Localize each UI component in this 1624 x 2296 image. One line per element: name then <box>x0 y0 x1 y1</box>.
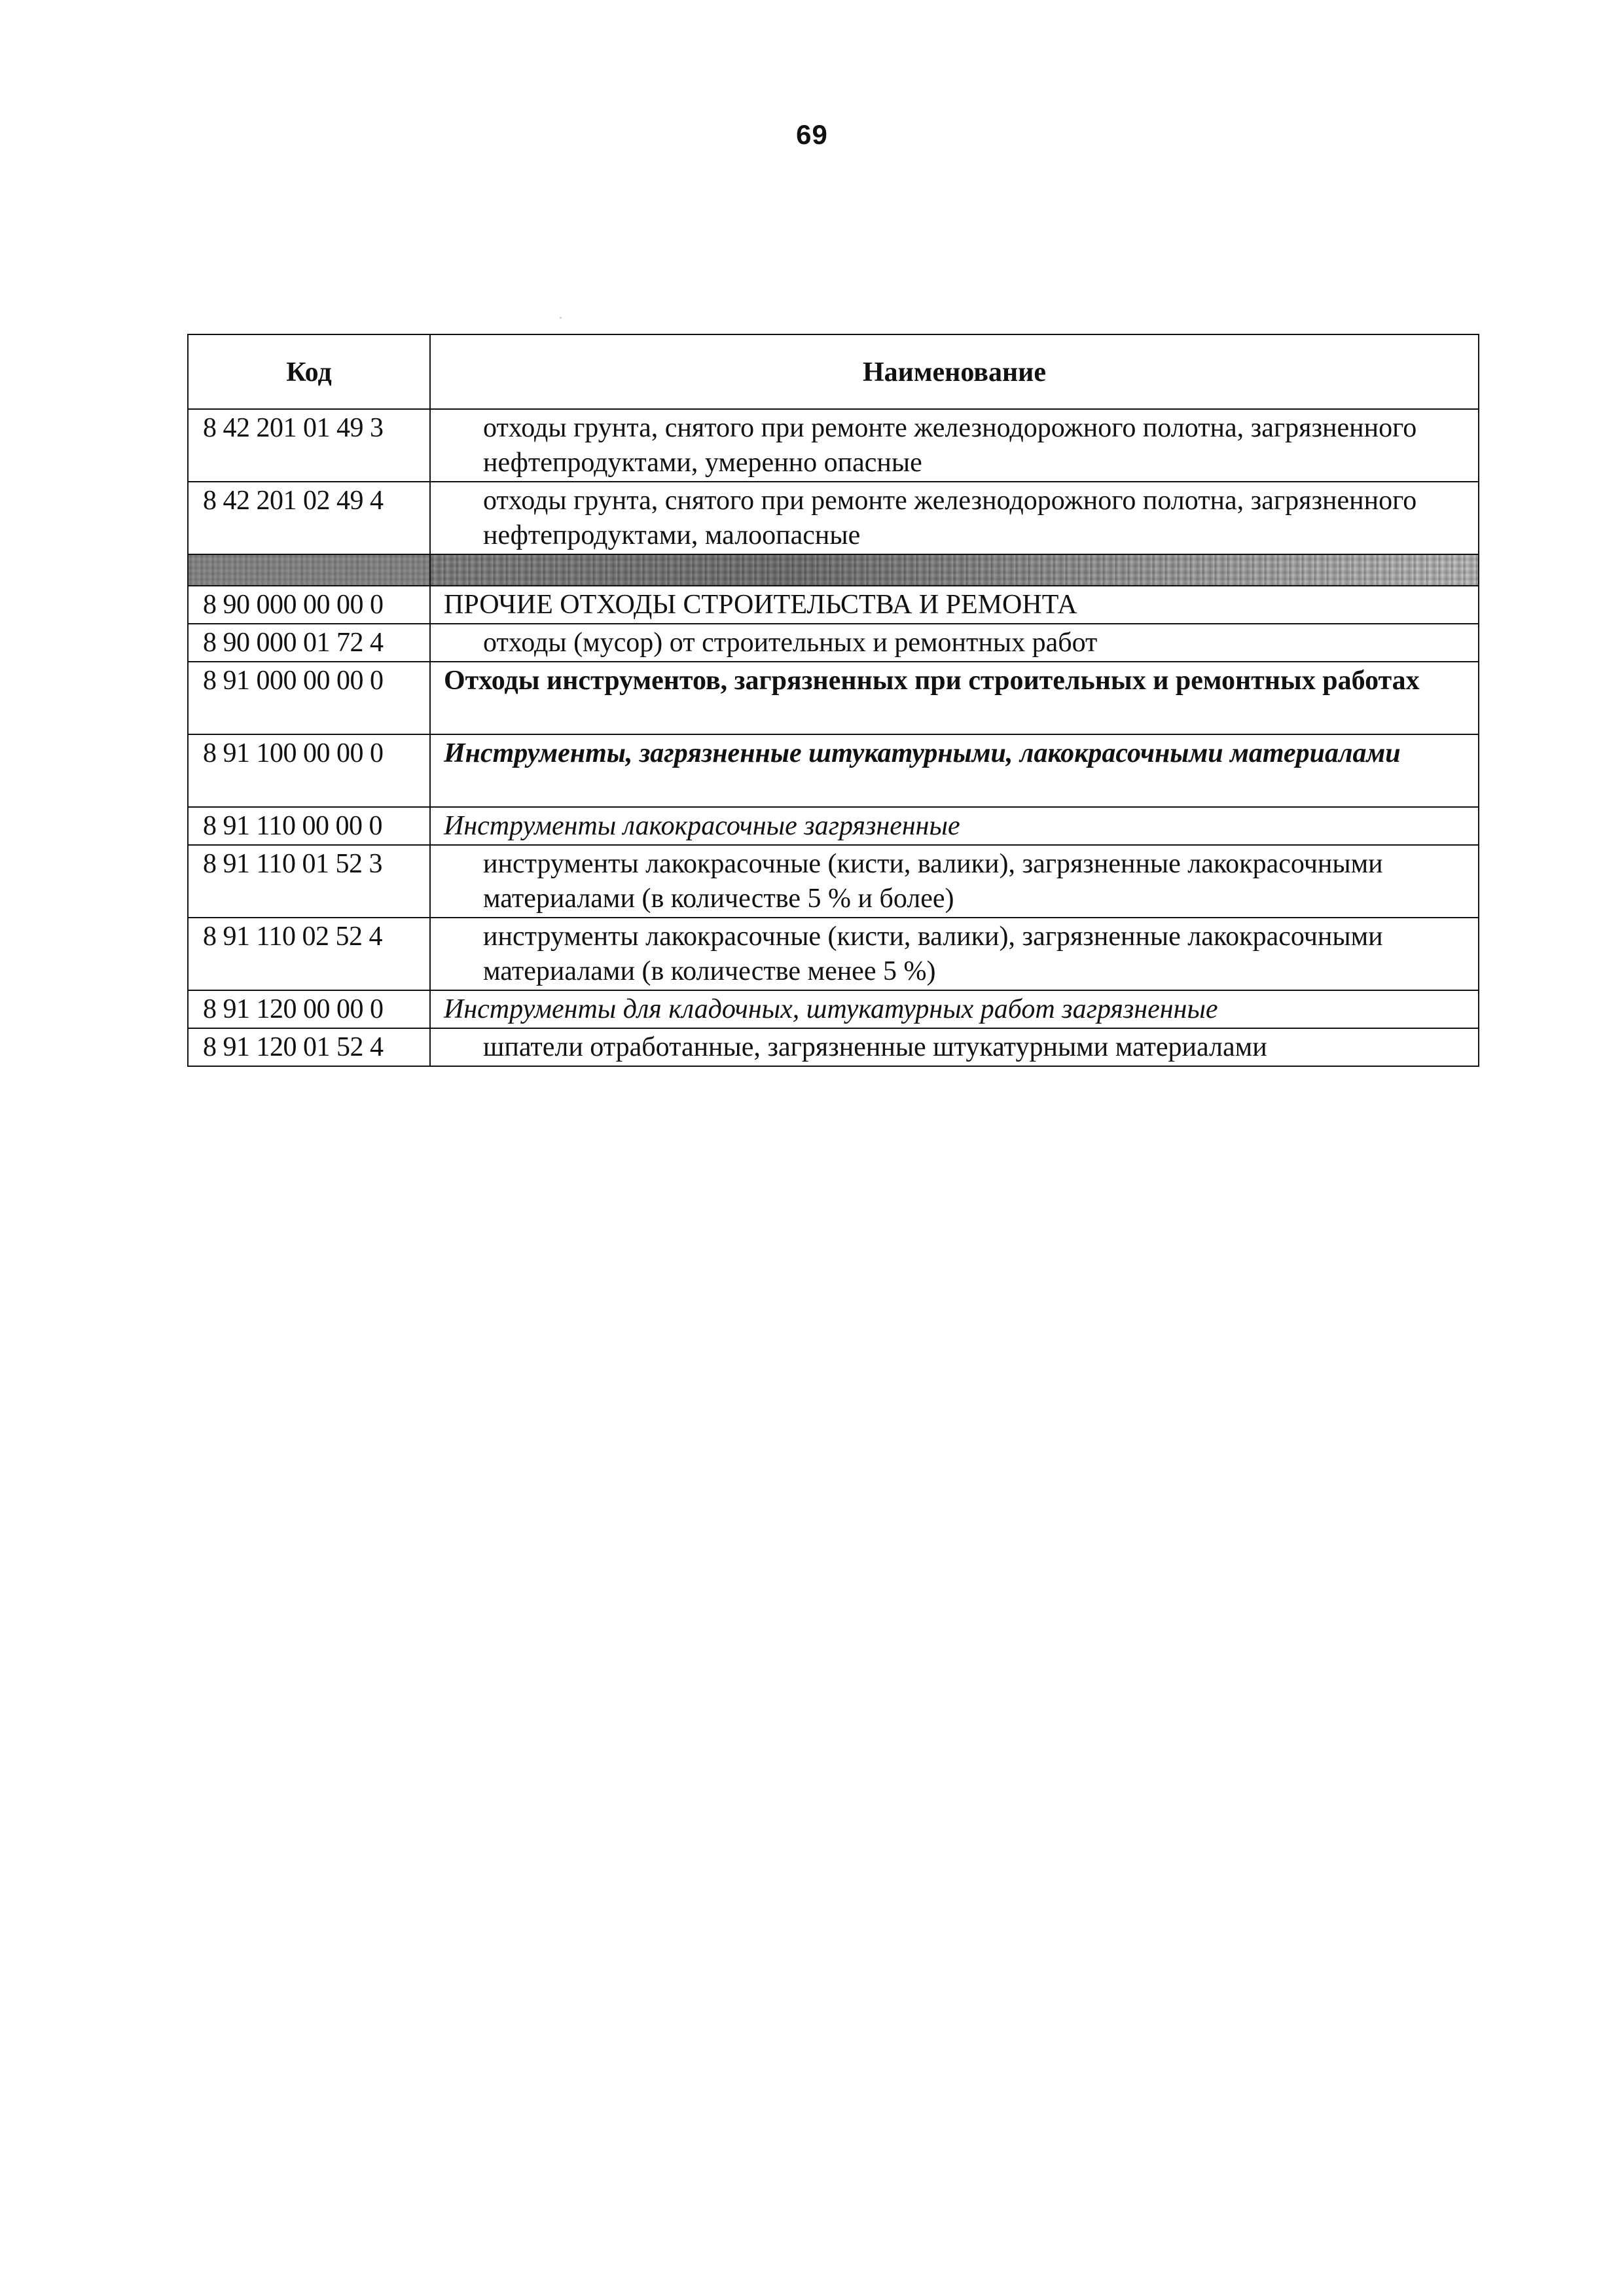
redacted-name-cell <box>430 554 1479 586</box>
page-number: 69 <box>796 119 828 150</box>
table-row <box>188 624 1479 662</box>
redacted-scan-row <box>188 554 1479 586</box>
row-name: инструменты лакокрасочные (кисти, валики), загрязненные лакокрасочными материалами (в количестве менее 5 %) <box>430 918 1479 990</box>
row-code: 8 42 201 01 49 3 <box>188 409 430 482</box>
row-code: 8 91 120 00 00 0 <box>188 990 430 1028</box>
header-code: Код <box>188 334 430 409</box>
row-code: 8 42 201 02 49 4 <box>188 482 430 554</box>
classification-table <box>187 334 1479 1067</box>
row-name: отходы грунта, снятого при ремонте железнодорожного полотна, загрязненного нефтепродуктами, умеренно опасные <box>430 409 1479 482</box>
row-name: Инструменты для кладочных, штукатурных работ загрязненные <box>430 990 1479 1028</box>
redacted-code-cell <box>188 554 430 586</box>
table-row <box>188 482 1479 554</box>
row-code: 8 90 000 01 72 4 <box>188 624 430 662</box>
row-code: 8 91 110 00 00 0 <box>188 807 430 845</box>
row-name: Отходы инструментов, загрязненных при строительных и ремонтных работах <box>430 662 1479 734</box>
table-row <box>188 918 1479 990</box>
row-name: ПРОЧИЕ ОТХОДЫ СТРОИТЕЛЬСТВА И РЕМОНТА <box>430 586 1479 624</box>
table-row <box>188 990 1479 1028</box>
table-header-row <box>188 334 1479 409</box>
row-code: 8 90 000 00 00 0 <box>188 586 430 624</box>
row-name: инструменты лакокрасочные (кисти, валики), загрязненные лакокрасочными материалами (в количестве 5 % и более) <box>430 845 1479 918</box>
scan-speck <box>560 317 562 319</box>
row-code: 8 91 000 00 00 0 <box>188 662 430 734</box>
table-row <box>188 586 1479 624</box>
table-row <box>188 734 1479 807</box>
table-row <box>188 662 1479 734</box>
row-name: Инструменты, загрязненные штукатурными, лакокрасочными материалами <box>430 734 1479 807</box>
table-row <box>188 409 1479 482</box>
row-name: Инструменты лакокрасочные загрязненные <box>430 807 1479 845</box>
row-name: отходы грунта, снятого при ремонте железнодорожного полотна, загрязненного нефтепродуктами, малоопасные <box>430 482 1479 554</box>
row-code: 8 91 100 00 00 0 <box>188 734 430 807</box>
table-row <box>188 807 1479 845</box>
table-row <box>188 845 1479 918</box>
row-code: 8 91 110 02 52 4 <box>188 918 430 990</box>
row-code: 8 91 120 01 52 4 <box>188 1028 430 1066</box>
header-name: Наименование <box>430 334 1479 409</box>
row-code: 8 91 110 01 52 3 <box>188 845 430 918</box>
row-name: отходы (мусор) от строительных и ремонтных работ <box>430 624 1479 662</box>
table-row <box>188 1028 1479 1066</box>
waste-code-table <box>187 334 1478 1067</box>
row-name: шпатели отработанные, загрязненные штукатурными материалами <box>430 1028 1479 1066</box>
